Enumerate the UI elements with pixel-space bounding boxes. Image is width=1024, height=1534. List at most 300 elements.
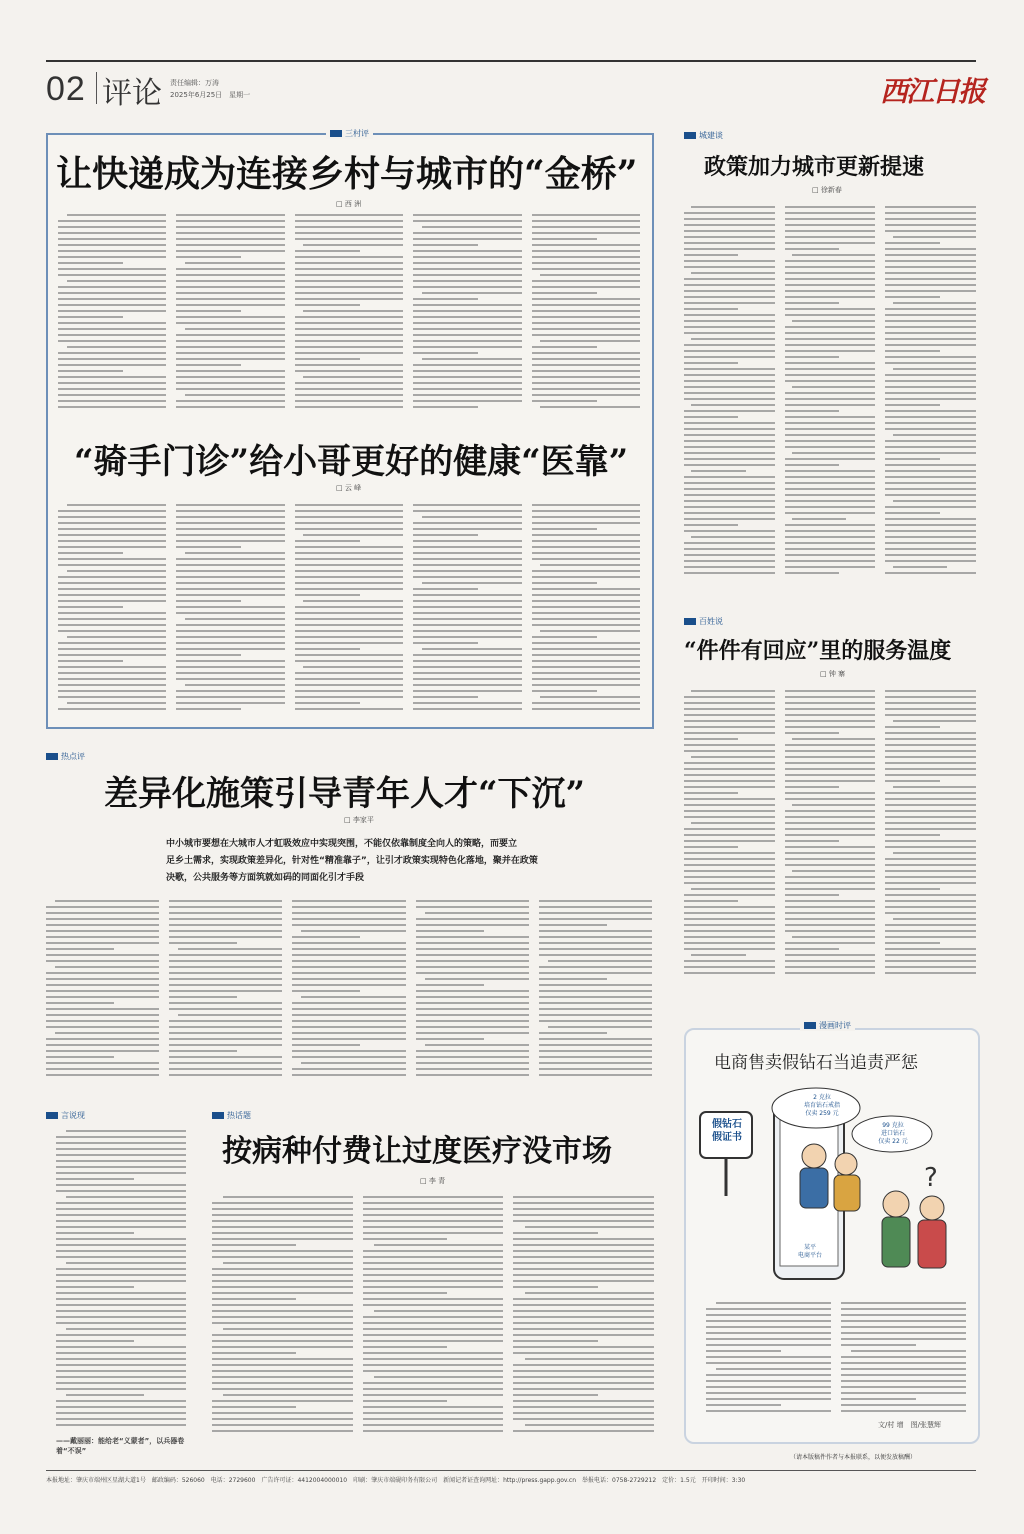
text-line — [58, 310, 166, 312]
text-line — [56, 1376, 186, 1378]
text-line — [58, 340, 166, 342]
text-line — [539, 1032, 607, 1034]
text-line — [212, 1208, 353, 1210]
text-line — [885, 398, 976, 400]
text-line — [785, 440, 876, 442]
text-line — [363, 1280, 504, 1282]
text-line — [295, 292, 403, 294]
text-line — [416, 1050, 529, 1052]
text-line — [885, 966, 976, 968]
text-line — [532, 304, 640, 306]
text-line — [513, 1388, 654, 1390]
text-line — [532, 214, 640, 216]
article7-byline: □ 李 青 — [420, 1177, 446, 1185]
text-line — [58, 510, 166, 512]
text-line — [885, 828, 976, 830]
text-line — [893, 852, 976, 854]
text-line — [792, 452, 875, 454]
text-line — [785, 476, 876, 478]
text-line — [532, 268, 640, 270]
text-line — [885, 452, 976, 454]
text-line — [176, 666, 284, 668]
article4-tag: 百姓说 — [684, 616, 723, 627]
text-line — [513, 1208, 654, 1210]
text-line — [58, 322, 166, 324]
text-line — [176, 702, 284, 704]
text-line — [513, 1352, 654, 1354]
text-line — [691, 536, 774, 538]
text-line — [785, 398, 876, 400]
text-line — [684, 512, 775, 514]
text-line — [513, 1268, 654, 1270]
text-line — [785, 428, 876, 430]
text-line — [292, 954, 405, 956]
text-line — [684, 344, 775, 346]
text-line — [684, 236, 775, 238]
text-line — [716, 1302, 831, 1304]
text-line — [46, 1068, 159, 1070]
text-line — [425, 1044, 529, 1046]
text-line — [66, 1394, 144, 1396]
text-line — [532, 262, 640, 264]
text-line — [785, 242, 876, 244]
text-line — [539, 900, 652, 902]
text-line — [56, 1388, 186, 1390]
text-line — [413, 364, 521, 366]
text-line — [684, 894, 775, 896]
text-line — [176, 244, 284, 246]
text-line — [792, 254, 875, 256]
text-line — [885, 332, 976, 334]
text-line — [684, 380, 775, 382]
text-line — [885, 756, 976, 758]
text-column — [416, 900, 529, 1080]
text-line — [303, 666, 403, 668]
text-line — [684, 702, 775, 704]
text-line — [169, 942, 237, 944]
text-line — [292, 912, 405, 914]
text-line — [413, 328, 521, 330]
article5-headline: 差异化施策引导青年人才“下沉” — [104, 774, 586, 814]
text-line — [851, 1350, 966, 1352]
text-line — [684, 798, 775, 800]
text-line — [176, 388, 284, 390]
text-line — [58, 262, 123, 264]
article1-body — [58, 214, 640, 414]
text-line — [532, 286, 640, 288]
text-line — [169, 984, 282, 986]
text-line — [416, 948, 529, 950]
text-line — [212, 1412, 353, 1414]
text-line — [684, 356, 775, 358]
text-line — [58, 292, 166, 294]
text-line — [295, 322, 403, 324]
text-line — [363, 1406, 504, 1408]
text-line — [212, 1298, 296, 1300]
text-line — [684, 972, 775, 974]
text-line — [785, 906, 876, 908]
text-line — [46, 978, 159, 980]
text-line — [885, 542, 976, 544]
text-line — [539, 912, 652, 914]
text-line — [885, 326, 976, 328]
text-line — [513, 1382, 654, 1384]
text-column — [841, 1302, 966, 1416]
text-line — [532, 606, 640, 608]
text-line — [56, 1268, 186, 1270]
text-line — [413, 286, 521, 288]
text-line — [885, 768, 976, 770]
text-line — [413, 376, 521, 378]
text-line — [532, 316, 640, 318]
text-line — [56, 1340, 134, 1342]
text-line — [169, 990, 282, 992]
text-column — [532, 214, 640, 412]
text-line — [413, 510, 521, 512]
text-line — [176, 648, 284, 650]
text-line — [841, 1386, 966, 1388]
text-line — [706, 1326, 831, 1328]
text-line — [58, 522, 166, 524]
text-line — [176, 322, 284, 324]
text-line — [295, 340, 403, 342]
text-line — [540, 274, 640, 276]
text-line — [292, 1014, 405, 1016]
text-line — [706, 1356, 831, 1358]
text-line — [56, 1226, 186, 1228]
text-line — [885, 314, 976, 316]
text-line — [885, 732, 976, 734]
text-line — [58, 630, 166, 632]
text-line — [176, 406, 284, 408]
text-line — [374, 1376, 503, 1378]
text-line — [303, 376, 403, 378]
section-title: 评论 — [102, 76, 162, 111]
text-line — [169, 1044, 282, 1046]
text-line — [169, 954, 282, 956]
text-line — [292, 966, 405, 968]
text-line — [785, 554, 876, 556]
text-line — [169, 900, 282, 902]
text-line — [785, 780, 876, 782]
text-line — [885, 762, 976, 764]
text-line — [684, 212, 775, 214]
text-line — [684, 398, 775, 400]
text-line — [46, 918, 159, 920]
text-line — [176, 630, 284, 632]
text-line — [513, 1370, 654, 1372]
text-line — [46, 1008, 159, 1010]
text-line — [303, 600, 403, 602]
text-line — [684, 732, 775, 734]
text-line — [785, 572, 839, 574]
text-line — [532, 594, 640, 596]
text-line — [513, 1406, 654, 1408]
text-line — [532, 370, 640, 372]
text-line — [295, 690, 403, 692]
text-line — [785, 500, 876, 502]
text-line — [295, 528, 403, 530]
text-line — [785, 230, 876, 232]
text-line — [56, 1190, 186, 1192]
text-line — [785, 548, 876, 550]
text-line — [56, 1256, 186, 1258]
text-line — [885, 816, 976, 818]
text-line — [212, 1244, 296, 1246]
text-line — [532, 570, 640, 572]
text-line — [684, 266, 775, 268]
text-line — [295, 358, 360, 360]
text-line — [176, 672, 284, 674]
text-line — [532, 394, 640, 396]
text-line — [212, 1274, 353, 1276]
text-line — [56, 1346, 186, 1348]
text-line — [785, 882, 876, 884]
text-line — [416, 1032, 529, 1034]
text-line — [532, 648, 640, 650]
text-line — [885, 870, 976, 872]
text-line — [292, 1032, 405, 1034]
text-line — [46, 1014, 159, 1016]
text-line — [422, 358, 522, 360]
text-line — [58, 364, 166, 366]
text-line — [885, 308, 976, 310]
text-line — [58, 516, 166, 518]
text-line — [413, 262, 521, 264]
text-line — [513, 1364, 654, 1366]
text-line — [532, 310, 640, 312]
text-line — [169, 1032, 282, 1034]
text-line — [292, 984, 405, 986]
text-line — [212, 1334, 353, 1336]
text-line — [885, 440, 976, 442]
text-line — [691, 756, 774, 758]
text-line — [58, 612, 166, 614]
text-line — [363, 1370, 504, 1372]
text-line — [416, 900, 529, 902]
text-line — [58, 382, 166, 384]
article6-closing: ——戴丽丽：能给老“义蒙者”，以兵器卷着“不误” — [56, 1437, 185, 1455]
text-line — [532, 322, 640, 324]
tag-block — [684, 618, 696, 625]
text-line — [212, 1352, 296, 1354]
text-line — [363, 1346, 447, 1348]
text-line — [885, 530, 976, 532]
text-line — [56, 1424, 186, 1426]
text-line — [413, 310, 521, 312]
text-line — [785, 470, 876, 472]
text-line — [841, 1374, 966, 1376]
text-line — [684, 906, 775, 908]
text-line — [56, 1244, 186, 1246]
text-line — [885, 894, 976, 896]
text-line — [513, 1274, 654, 1276]
text-line — [363, 1226, 504, 1228]
text-line — [212, 1286, 353, 1288]
article7-body — [212, 1196, 654, 1440]
text-line — [58, 540, 166, 542]
text-line — [785, 918, 876, 920]
text-line — [684, 482, 775, 484]
text-line — [292, 990, 360, 992]
text-line — [691, 690, 774, 692]
text-line — [212, 1316, 353, 1318]
footer-rule — [46, 1470, 976, 1471]
text-line — [58, 564, 166, 566]
contributor-note: （请本版稿件作者与本报联系，以便发放稿酬） — [790, 1454, 917, 1461]
text-line — [684, 530, 775, 532]
text-line — [185, 618, 285, 620]
text-line — [374, 1244, 503, 1246]
text-line — [684, 308, 738, 310]
text-line — [46, 984, 159, 986]
text-line — [841, 1326, 966, 1328]
text-line — [691, 822, 774, 824]
text-line — [885, 218, 976, 220]
text-line — [58, 400, 166, 402]
text-line — [885, 374, 976, 376]
text-line — [792, 320, 875, 322]
text-line — [292, 918, 405, 920]
text-line — [684, 524, 738, 526]
text-line — [176, 594, 284, 596]
text-line — [513, 1334, 654, 1336]
text-line — [176, 558, 284, 560]
text-line — [416, 966, 529, 968]
text-line — [413, 690, 521, 692]
text-line — [56, 1322, 186, 1324]
text-line — [532, 618, 640, 620]
text-line — [785, 858, 876, 860]
text-line — [292, 1044, 360, 1046]
text-line — [212, 1202, 353, 1204]
text-line — [176, 510, 284, 512]
text-line — [706, 1332, 831, 1334]
text-line — [56, 1154, 186, 1156]
text-line — [706, 1380, 831, 1382]
text-line — [58, 268, 166, 270]
text-line — [176, 654, 241, 656]
text-line — [532, 298, 640, 300]
text-line — [785, 756, 876, 758]
text-line — [885, 900, 976, 902]
text-line — [539, 1038, 652, 1040]
text-line — [684, 930, 775, 932]
text-line — [785, 524, 876, 526]
text-line — [885, 972, 976, 974]
text-line — [885, 230, 976, 232]
text-line — [785, 948, 839, 950]
text-line — [58, 244, 166, 246]
text-line — [684, 302, 775, 304]
text-line — [363, 1352, 504, 1354]
text-line — [885, 470, 976, 472]
text-line — [212, 1304, 353, 1306]
text-line — [885, 792, 976, 794]
text-line — [58, 250, 166, 252]
text-line — [706, 1410, 831, 1412]
text-line — [363, 1202, 504, 1204]
text-line — [885, 840, 976, 842]
text-column — [885, 206, 976, 578]
text-line — [363, 1412, 504, 1414]
text-line — [785, 278, 876, 280]
text-line — [416, 972, 529, 974]
text-line — [56, 1352, 186, 1354]
text-line — [513, 1376, 654, 1378]
text-line — [185, 328, 285, 330]
text-line — [295, 570, 403, 572]
text-line — [363, 1424, 504, 1426]
article1-byline: □ 西 洲 — [336, 200, 362, 208]
text-line — [785, 792, 876, 794]
text-line — [295, 564, 403, 566]
text-line — [785, 762, 876, 764]
text-line — [169, 1056, 282, 1058]
text-line — [684, 332, 775, 334]
text-line — [413, 702, 521, 704]
text-line — [785, 260, 876, 262]
text-line — [55, 1032, 159, 1034]
text-line — [684, 966, 775, 968]
text-line — [212, 1370, 353, 1372]
text-line — [841, 1362, 966, 1364]
text-line — [212, 1280, 353, 1282]
text-line — [684, 720, 775, 722]
text-line — [56, 1214, 186, 1216]
text-line — [885, 876, 976, 878]
text-column — [413, 504, 521, 714]
text-line — [212, 1364, 353, 1366]
header-divider — [96, 72, 97, 104]
text-line — [176, 624, 284, 626]
text-line — [295, 684, 403, 686]
text-line — [303, 244, 403, 246]
text-line — [684, 506, 775, 508]
text-line — [413, 394, 521, 396]
text-line — [841, 1392, 966, 1394]
text-line — [684, 254, 738, 256]
text-line — [56, 1304, 186, 1306]
text-line — [46, 930, 159, 932]
text-line — [58, 370, 123, 372]
text-line — [513, 1250, 654, 1252]
text-line — [212, 1322, 353, 1324]
text-line — [176, 292, 284, 294]
text-line — [532, 582, 597, 584]
text-line — [885, 212, 976, 214]
text-line — [212, 1214, 353, 1216]
text-line — [513, 1316, 654, 1318]
text-line — [46, 948, 114, 950]
text-line — [684, 260, 775, 262]
text-line — [413, 334, 521, 336]
text-line — [169, 1062, 282, 1064]
text-line — [413, 528, 521, 530]
text-line — [785, 930, 876, 932]
article5-tag: 热点评 — [46, 751, 85, 762]
text-line — [169, 1020, 282, 1022]
text-line — [532, 346, 597, 348]
text-line — [785, 212, 876, 214]
text-line — [513, 1418, 654, 1420]
text-line — [363, 1232, 504, 1234]
text-line — [374, 1310, 503, 1312]
text-line — [295, 400, 403, 402]
text-line — [885, 404, 939, 406]
text-line — [176, 346, 284, 348]
text-line — [58, 226, 166, 228]
